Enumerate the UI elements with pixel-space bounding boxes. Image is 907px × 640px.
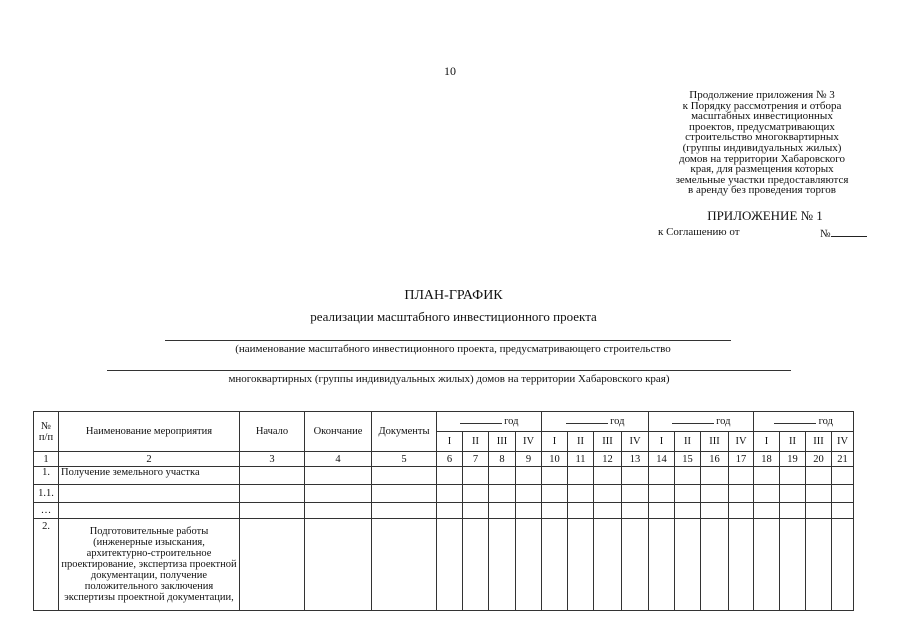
column-number: 11 bbox=[568, 452, 594, 467]
header-year-1: год bbox=[437, 412, 542, 432]
column-number: 20 bbox=[806, 452, 832, 467]
quarter-header: III bbox=[806, 432, 832, 452]
column-number: 17 bbox=[729, 452, 754, 467]
page-number: 10 bbox=[444, 64, 456, 78]
quarter-header: II bbox=[675, 432, 701, 452]
year-blank bbox=[672, 414, 714, 424]
agreement-prefix: к Соглашению от bbox=[658, 226, 740, 238]
year-blank bbox=[566, 414, 608, 424]
header-start: Начало bbox=[240, 412, 305, 452]
column-number: 1 bbox=[34, 452, 59, 467]
quarter-header: IV bbox=[729, 432, 754, 452]
table-row bbox=[34, 485, 854, 503]
appendix-line: строительство многоквартирных bbox=[685, 131, 839, 144]
row-activity: Подготовительные работы (инженерные изыскания, архитектурно-строительное проектирование, экспертиза проектной документации, получение положительного заключения экспертизы проектной документации, bbox=[59, 519, 240, 611]
appendix-line: (группы индивидуальных жилых) bbox=[682, 141, 842, 154]
quarter-header: IV bbox=[516, 432, 542, 452]
quarter-header: I bbox=[649, 432, 675, 452]
column-number: 21 bbox=[832, 452, 854, 467]
agreement-number-label: № bbox=[820, 228, 831, 240]
table-row bbox=[34, 467, 854, 485]
table-row bbox=[34, 503, 854, 519]
appendix-line: земельные участки предоставляются bbox=[675, 173, 849, 186]
header-end: Окончание bbox=[305, 412, 372, 452]
document-title: ПЛАН-ГРАФИК bbox=[404, 288, 503, 303]
column-number: 3 bbox=[240, 452, 305, 467]
quarter-header: IV bbox=[832, 432, 854, 452]
quarter-header: III bbox=[489, 432, 516, 452]
table-row bbox=[34, 519, 854, 611]
header-year-4: год bbox=[754, 412, 854, 432]
appendix-line: края, для размещения которых bbox=[690, 163, 834, 176]
year-blank bbox=[774, 414, 816, 424]
header-year-2: год bbox=[542, 412, 649, 432]
document-subtitle: реализации масштабного инвестиционного проекта bbox=[310, 309, 597, 324]
project-name-caption-2: многоквартирных (группы индивидуальных жилых) домов на территории Хабаровского края) bbox=[228, 373, 670, 385]
row-number: 2. bbox=[34, 519, 59, 611]
quarter-header: III bbox=[701, 432, 729, 452]
column-number: 4 bbox=[305, 452, 372, 467]
quarter-header: II bbox=[780, 432, 806, 452]
column-number: 9 bbox=[516, 452, 542, 467]
column-number: 14 bbox=[649, 452, 675, 467]
quarter-header: II bbox=[568, 432, 594, 452]
appendix-line: масштабных инвестиционных bbox=[691, 110, 833, 123]
row-number: 1.1. bbox=[34, 485, 59, 503]
appendix-title: ПРИЛОЖЕНИЕ № 1 bbox=[707, 208, 823, 223]
quarter-header: I bbox=[754, 432, 780, 452]
row-activity: Получение земельного участка bbox=[59, 467, 240, 485]
project-name-caption-1: (наименование масштабного инвестиционного проекта, предусматривающего строительство bbox=[235, 343, 671, 355]
row-number: … bbox=[34, 503, 59, 519]
column-number: 18 bbox=[754, 452, 780, 467]
plan-schedule-table bbox=[33, 411, 854, 611]
header-year-3: год bbox=[649, 412, 754, 432]
quarter-header: I bbox=[542, 432, 568, 452]
quarter-header: II bbox=[463, 432, 489, 452]
agreement-number-blank bbox=[831, 226, 867, 237]
project-name-line-2 bbox=[107, 370, 791, 371]
column-number: 16 bbox=[701, 452, 729, 467]
column-number: 8 bbox=[489, 452, 516, 467]
column-number: 10 bbox=[542, 452, 568, 467]
column-number: 15 bbox=[675, 452, 701, 467]
appendix-line: в аренду без проведения торгов bbox=[688, 184, 836, 197]
column-number: 5 bbox=[372, 452, 437, 467]
project-name-line-1 bbox=[165, 340, 731, 341]
row-activity bbox=[59, 503, 240, 519]
appendix-line: домов на территории Хабаровского bbox=[679, 152, 845, 165]
quarter-header: IV bbox=[622, 432, 649, 452]
quarter-header: III bbox=[594, 432, 622, 452]
agreement-number bbox=[820, 226, 867, 240]
column-number: 2 bbox=[59, 452, 240, 467]
quarter-header: I bbox=[437, 432, 463, 452]
year-blank bbox=[460, 414, 502, 424]
column-number: 19 bbox=[780, 452, 806, 467]
column-number: 7 bbox=[463, 452, 489, 467]
header-activity: Наименование мероприятия bbox=[59, 412, 240, 452]
row-activity bbox=[59, 485, 240, 503]
appendix-line: проектов, предусматривающих bbox=[689, 120, 835, 133]
appendix-line: к Порядку рассмотрения и отбора bbox=[682, 99, 842, 112]
appendix-line: Продолжение приложения № 3 bbox=[689, 89, 835, 101]
column-number: 12 bbox=[594, 452, 622, 467]
row-number: 1. bbox=[34, 467, 59, 485]
column-number: 13 bbox=[622, 452, 649, 467]
appendix-continuation-block bbox=[640, 90, 884, 196]
agreement-line bbox=[658, 226, 878, 238]
header-number: № п/п bbox=[34, 412, 59, 452]
header-documents: Документы bbox=[372, 412, 437, 452]
column-number: 6 bbox=[437, 452, 463, 467]
